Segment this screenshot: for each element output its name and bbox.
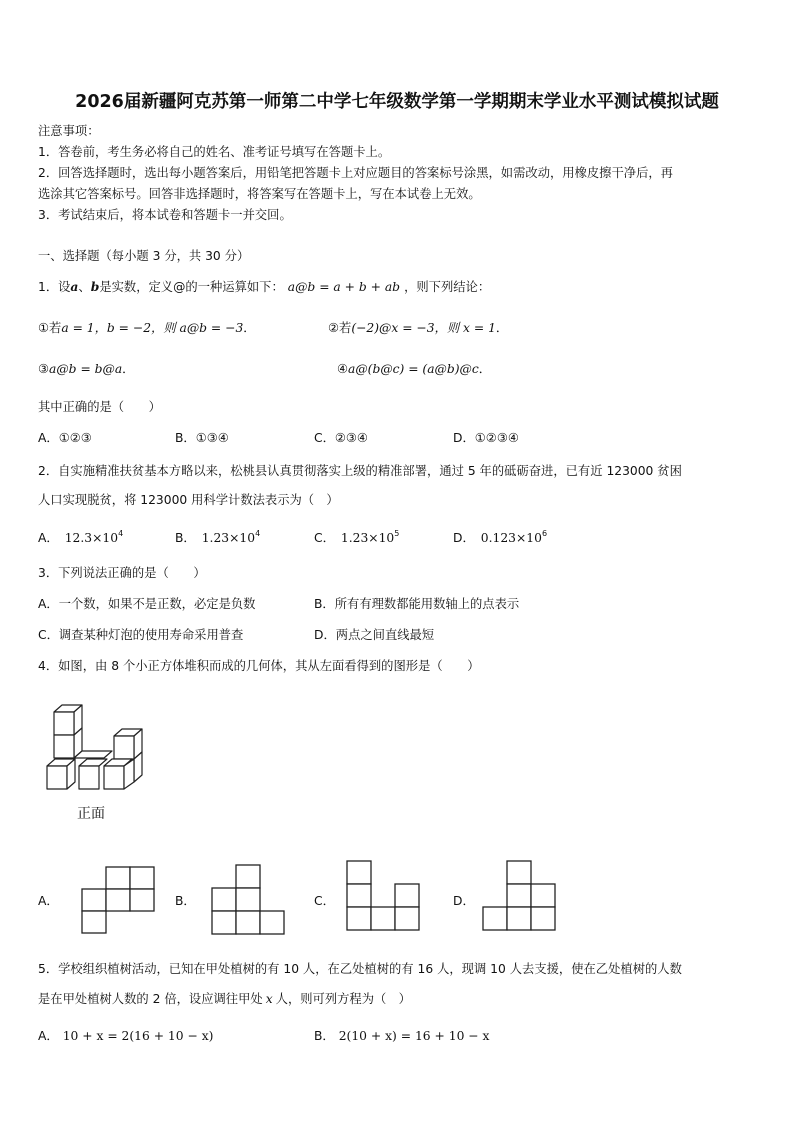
q1-s4-prefix: ④ [337, 362, 349, 376]
grid-square [260, 911, 284, 934]
q2-option-b[interactable] [175, 528, 260, 546]
page-title: 2026届新疆阿克苏第一师第二中学七年级数学第一学期期末学业水平测试模拟试题 [75, 92, 719, 112]
question-3-stem: 3．下列说法正确的是（ ） [38, 566, 206, 580]
q2-option-a[interactable] [38, 528, 123, 546]
q1-statement-2 [328, 318, 508, 336]
cube-face [54, 712, 74, 735]
q2-c-base: 1.23×10 [340, 531, 395, 545]
q1-option-d[interactable]: D．①②③④ [453, 431, 519, 445]
q1-sep: 、 [78, 280, 91, 294]
grid-square [236, 911, 260, 934]
q1-option-a[interactable]: A．①②③ [38, 431, 92, 445]
q4-option-d-label[interactable]: D． [453, 894, 475, 908]
grid-square [395, 884, 419, 907]
q1-s1-prefix: ①若 [38, 321, 62, 335]
q2-b-label: B． [175, 531, 196, 545]
q5-b-label: B． [314, 1029, 335, 1043]
q5-line2-b: 人，则可列方程为（ ） [275, 992, 411, 1006]
q2-option-d[interactable] [453, 528, 547, 546]
q1-statement-4 [337, 359, 491, 377]
grid-square [82, 911, 106, 933]
grid-square [371, 907, 395, 930]
grid-square [483, 907, 507, 930]
q1-s3-end: ． [122, 362, 135, 376]
q5-option-b[interactable] [314, 1026, 489, 1044]
q1-s1-end: ． [243, 321, 256, 335]
q4-option-c-figure[interactable] [346, 860, 422, 934]
q1-s3-prefix: ③ [38, 362, 50, 376]
q1-var-b: b [90, 279, 100, 294]
q1-statement-1 [38, 318, 256, 336]
q2-d-label: D． [453, 531, 475, 545]
notice-item-1: 1．答卷前，考生务必将自己的姓名、准考证号填写在答题卡上。 [38, 145, 391, 159]
q3-option-b[interactable]: B．所有有理数都能用数轴上的点表示 [314, 597, 520, 611]
q2-d-base: 0.123×10 [480, 531, 542, 545]
cube-face [54, 735, 74, 758]
cube-face [79, 759, 107, 766]
question-2-line-1: 2．自实施精准扶贫基本方略以来，松桃县认真贯彻落实上级的精准部署，通过 5 年的砥砺奋进，已有近 123000 贫困 [38, 464, 682, 478]
grid-square [347, 907, 371, 930]
q3-option-d[interactable]: D．两点之间直线最短 [314, 628, 435, 642]
question-5-line-2 [38, 989, 411, 1007]
section-heading: 一、选择题（每小题 3 分，共 30 分） [38, 249, 250, 263]
notice-item-2: 2．回答选择题时，选出每小题答案后，用铅笔把答题卡上对应题目的答案标号涂黑，如需改动，用橡皮擦干净后，再 [38, 166, 673, 180]
grid-square [236, 865, 260, 888]
q5-line2-a: 是在甲处植树人数的 2 倍，设应调往甲处 [38, 992, 263, 1006]
q4-option-d-figure[interactable] [482, 860, 558, 934]
q1-s2-end: ． [495, 321, 509, 335]
question-1-stem [38, 277, 490, 295]
q5-option-a[interactable] [38, 1026, 213, 1044]
grid-square [106, 889, 130, 911]
question-2-line-2: 人口实现脱贫，将 123000 用科学计数法表示为（ ） [38, 493, 339, 507]
cube-face [47, 766, 67, 789]
notice-item-2-continued: 选涂其它答案标号。回答非选择题时，将答案写在答题卡上，写在本试卷上无效。 [38, 187, 481, 201]
q1-s2-math: (−2)@x = −3，则 x = 1 [351, 321, 496, 335]
q2-b-exp: 4 [255, 529, 261, 538]
q1-var-a: a [70, 279, 79, 294]
q2-a-exp: 4 [118, 529, 124, 538]
q1-s1-math: a = 1，b = −2，则 a@b = −3 [61, 321, 244, 335]
q1-option-b[interactable]: B．①③④ [175, 431, 229, 445]
grid-square [130, 889, 154, 911]
q1-stem-a: 1．设 [38, 280, 71, 294]
grid-square [236, 888, 260, 911]
q2-c-label: C． [314, 531, 335, 545]
q4-option-a-figure[interactable] [82, 866, 156, 938]
grid-square [212, 888, 236, 911]
cube-face [114, 736, 134, 759]
grid-square [395, 907, 419, 930]
q4-option-a-label[interactable]: A． [38, 894, 59, 908]
cube-face [104, 766, 124, 789]
grid-square [212, 911, 236, 934]
q2-option-c[interactable] [314, 528, 399, 546]
q2-c-exp: 5 [394, 529, 400, 538]
question-4-stem: 4．如图，由 8 个小正方体堆积而成的几何体，其从左面看得到的图形是（ ） [38, 659, 480, 673]
grid-square [130, 867, 154, 889]
grid-square [347, 884, 371, 907]
q1-s4-math: a@(b@c) = (a@b)@c [348, 362, 479, 376]
q2-d-exp: 6 [541, 529, 548, 538]
grid-square [531, 884, 555, 907]
q1-option-c[interactable]: C．②③④ [314, 431, 368, 445]
grid-square [106, 867, 130, 889]
question-5-line-1: 5．学校组织植树活动，已知在甲处植树的有 10 人，在乙处植树的有 16 人，现调 10 人去支援，使在乙处植树的人数 [38, 962, 682, 976]
grid-square [507, 907, 531, 930]
grid-square [347, 861, 371, 884]
q5-a-equation: 10 + x = 2(16 + 10 − x) [62, 1029, 214, 1043]
q2-a-label: A． [38, 531, 59, 545]
q5-b-equation: 2(10 + x) = 16 + 10 − x [338, 1029, 490, 1043]
grid-square [531, 907, 555, 930]
q5-var-x: x [265, 992, 273, 1006]
notice-heading: 注意事项： [38, 124, 100, 138]
q2-b-base: 1.23×10 [201, 531, 256, 545]
q1-s3-math: a@b = b@a [49, 362, 123, 376]
q1-ask: 其中正确的是（ ） [38, 400, 161, 414]
q1-s2-prefix: ②若 [328, 321, 352, 335]
q2-a-base: 12.3×10 [64, 531, 119, 545]
notice-item-3: 3．考试结束后，将本试卷和答题卡一并交回。 [38, 208, 292, 222]
q4-option-b-label[interactable]: B． [175, 894, 196, 908]
q4-figure-caption: 正面 [77, 806, 105, 822]
q1-statement-3 [38, 359, 134, 377]
q1-s4-end: ． [478, 362, 492, 376]
cube-face [79, 766, 99, 789]
q4-option-b-figure[interactable] [211, 864, 287, 938]
q3-option-c[interactable]: C．调查某种灯泡的使用寿命采用普查 [38, 628, 244, 642]
q1-stem-b: 是实数，定义@的一种运算如下： [99, 280, 284, 294]
grid-square [82, 889, 106, 911]
q1-definition: a@b = a + b + ab [287, 280, 401, 294]
q4-option-c-label[interactable]: C． [314, 894, 335, 908]
q4-solid-figure [44, 700, 154, 795]
q1-stem-c: ，则下列结论： [404, 280, 491, 294]
grid-square [507, 884, 531, 907]
q3-option-a[interactable]: A．一个数，如果不是正数，必定是负数 [38, 597, 256, 611]
grid-square [507, 861, 531, 884]
q5-a-label: A． [38, 1029, 59, 1043]
